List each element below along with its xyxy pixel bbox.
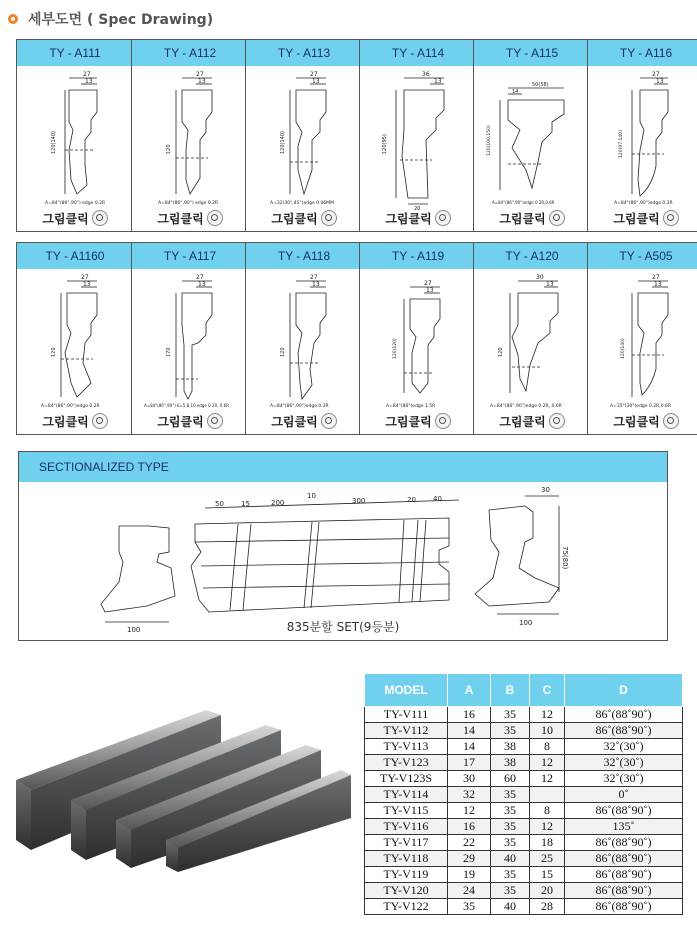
angle-note: A=84°(86°,90°)edge 0.2R [614, 201, 673, 206]
col-model: MODEL [365, 674, 448, 707]
card-title: TY - A1160 [17, 243, 133, 269]
zoom-button[interactable]: 그림클릭 [132, 413, 248, 430]
punch-drawing [136, 273, 244, 413]
dim-top: 27 [196, 71, 204, 78]
section-title: 세부도면 ( Spec Drawing) [28, 12, 214, 28]
col-c: C [530, 674, 565, 707]
table-row [365, 739, 683, 755]
table-cell: 32 [448, 787, 491, 803]
dim-top: 36 [422, 71, 430, 78]
table-row [365, 867, 683, 883]
table-cell: 12 [530, 707, 565, 723]
table-row [365, 835, 683, 851]
magnifier-icon [549, 210, 565, 226]
magnifier-icon [92, 210, 108, 226]
table-cell: 35 [491, 867, 530, 883]
dim-mid: 13 [312, 78, 320, 85]
dim-top: 27 [310, 274, 318, 281]
table-cell: 38 [491, 739, 530, 755]
dim-top: 27 [424, 280, 432, 287]
dim-height: 120 [51, 347, 57, 357]
table-cell: 14 [448, 723, 491, 739]
magnifier-icon [321, 210, 337, 226]
table-cell: 19 [448, 867, 491, 883]
zoom-button[interactable]: 그림클릭 [360, 210, 476, 227]
table-row [365, 851, 683, 867]
table-cell: 24 [448, 883, 491, 899]
dim-top: 27 [196, 274, 204, 281]
zoom-button[interactable]: 그림클릭 [246, 210, 362, 227]
col-b: B [491, 674, 530, 707]
dim-height: 120(140) [51, 131, 57, 154]
dim-top: 27 [652, 71, 660, 78]
table-cell: 35 [491, 723, 530, 739]
punch-drawing [21, 70, 129, 210]
dim-top: 30 [536, 274, 544, 281]
table-cell: 28 [530, 899, 565, 915]
zoom-button[interactable]: 그림클릭 [132, 210, 248, 227]
dim-mid: 13 [312, 281, 320, 288]
punch-drawing [478, 70, 586, 210]
table-cell: TY-V116 [365, 819, 448, 835]
drawing-card-a112[interactable] [131, 39, 249, 232]
table-cell: 86˚(88˚90˚) [565, 835, 683, 851]
angle-note: A=35°(30°)edge 0.2R,0.6R [610, 404, 671, 409]
dim-10: 10 [307, 492, 316, 500]
magnifier-icon [663, 210, 679, 226]
table-cell: 35 [491, 707, 530, 723]
table-cell: 40 [491, 851, 530, 867]
table-cell: 86˚(88˚90˚) [565, 803, 683, 819]
angle-note: A=32(30°,45°)edge 0.06MM [270, 201, 334, 206]
dim-height: 120(140) [280, 131, 286, 154]
magnifier-icon [435, 210, 451, 226]
card-title: TY - A113 [246, 40, 362, 66]
table-cell: TY-V112 [365, 723, 448, 739]
card-title: TY - A117 [132, 243, 248, 269]
magnifier-icon [92, 413, 108, 429]
drawing-card-a117[interactable] [131, 242, 249, 435]
zoom-button[interactable]: 그림클릭 [360, 413, 476, 430]
drawing-card-a114[interactable] [359, 39, 477, 232]
table-cell [530, 787, 565, 803]
table-cell: 35 [491, 787, 530, 803]
punch-drawing [592, 70, 697, 210]
punch-drawing [592, 273, 697, 413]
table-cell: 35 [491, 835, 530, 851]
table-cell: 16 [448, 819, 491, 835]
dim-top: 27 [81, 274, 89, 281]
dim-300: 300 [352, 497, 366, 505]
angle-note: A=84°(86°,90°) edge 0.2R [45, 201, 106, 206]
dim-50: 50 [215, 500, 224, 508]
table-cell: 15 [530, 867, 565, 883]
table-row [365, 803, 683, 819]
magnifier-icon [549, 413, 565, 429]
drawing-card-a505[interactable] [587, 242, 697, 435]
table-cell: 12 [448, 803, 491, 819]
table-cell: 32˚(30˚) [565, 771, 683, 787]
card-title: TY - A505 [588, 243, 697, 269]
table-row [365, 755, 683, 771]
punch-drawing [364, 273, 472, 413]
table-cell: TY-V120 [365, 883, 448, 899]
punch-drawing [21, 273, 129, 413]
col-a: A [448, 674, 491, 707]
table-row [365, 771, 683, 787]
card-title: TY - A116 [588, 40, 697, 66]
table-cell: 12 [530, 755, 565, 771]
sectionalized-panel [18, 451, 668, 641]
dim-height: 120 [280, 347, 286, 357]
table-cell: 86˚(88˚90˚) [565, 883, 683, 899]
table-cell: 20 [530, 883, 565, 899]
table-row [365, 707, 683, 723]
drawing-card-a115[interactable] [473, 39, 591, 232]
dim-15: 15 [241, 500, 250, 508]
dim-right-bottom: 100 [519, 619, 533, 627]
table-cell: 60 [491, 771, 530, 787]
table-cell: TY-V122 [365, 899, 448, 915]
table-cell: 8 [530, 803, 565, 819]
dim-mid: 13 [85, 78, 93, 85]
table-cell: TY-V114 [365, 787, 448, 803]
table-cell: 32˚(30˚) [565, 755, 683, 771]
dim-mid: 13 [426, 287, 434, 294]
sectionalized-drawing [19, 482, 667, 640]
table-row [365, 899, 683, 915]
punch-drawing [136, 70, 244, 210]
table-cell: 35 [448, 899, 491, 915]
table-cell: TY-V113 [365, 739, 448, 755]
product-photo [6, 690, 356, 875]
angle-note: A=84°(86°,90°)edge 0.2R [41, 404, 100, 409]
punch-drawing [250, 273, 358, 413]
dim-bottom: 20 [414, 206, 421, 210]
table-cell: TY-V118 [365, 851, 448, 867]
dim-right-height: 75(80) [561, 546, 569, 570]
card-title: TY - A120 [474, 243, 590, 269]
dim-right-top: 30 [541, 486, 550, 494]
zoom-button[interactable]: 그림클릭 [17, 413, 133, 430]
table-cell: 86˚(88˚90˚) [565, 867, 683, 883]
drawing-card-a120[interactable] [473, 242, 591, 435]
card-title: TY - A115 [474, 40, 590, 66]
magnifier-icon [663, 413, 679, 429]
card-title: TY - A119 [360, 243, 476, 269]
card-title: TY - A114 [360, 40, 476, 66]
zoom-button[interactable]: 그림클릭 [474, 210, 590, 227]
magnifier-icon [435, 413, 451, 429]
table-cell: 86˚(88˚90˚) [565, 707, 683, 723]
table-cell: 35 [491, 819, 530, 835]
table-cell: 12 [530, 771, 565, 787]
table-cell: TY-V111 [365, 707, 448, 723]
punch-drawing [250, 70, 358, 210]
dim-height: 120 [498, 347, 504, 357]
table-cell: 35 [491, 803, 530, 819]
dim-20: 20 [407, 496, 416, 504]
table-cell: 25 [530, 851, 565, 867]
drawing-card-a119[interactable] [359, 242, 477, 435]
sectionalized-title: SECTIONALIZED TYPE [19, 452, 667, 482]
table-cell: TY-V123 [365, 755, 448, 771]
drawing-card-a116[interactable] [587, 39, 697, 232]
zoom-button[interactable]: 그림클릭 [588, 413, 697, 430]
drawing-card-a111[interactable] [16, 39, 134, 232]
drawing-card-a118[interactable] [245, 242, 363, 435]
dim-mid: 13 [546, 281, 554, 288]
dim-40: 40 [433, 495, 442, 503]
table-cell: TY-V123S [365, 771, 448, 787]
table-cell: 32˚(30˚) [565, 739, 683, 755]
zoom-button[interactable]: 그림클릭 [17, 210, 133, 227]
dim-mid: 13 [656, 78, 664, 85]
table-cell: 86˚(88˚90˚) [565, 723, 683, 739]
table-cell: 8 [530, 739, 565, 755]
dim-height: 120(120) [393, 338, 398, 359]
card-title: TY - A111 [17, 40, 133, 66]
dim-height: 120(97.140) [619, 130, 624, 158]
sectionalized-caption: 835분할 SET(9등분) [286, 620, 400, 634]
card-title: TY - A112 [132, 40, 248, 66]
dim-height: 120 [166, 144, 172, 154]
angle-note: A=84°(86°,90°)edge 0.2R,0.6R [492, 200, 555, 205]
dim-mid: 13 [434, 78, 442, 85]
angle-note: A=84°(86°,90°)edge 0.2R, 0.6R [490, 404, 562, 409]
table-cell: 14 [448, 739, 491, 755]
table-cell: TY-V115 [365, 803, 448, 819]
card-title: TY - A118 [246, 243, 362, 269]
circle-bullet-icon [8, 14, 18, 24]
table-cell: 40 [491, 899, 530, 915]
magnifier-icon [207, 413, 223, 429]
dim-top: 50(58) [532, 82, 549, 88]
drawing-card-a1160[interactable] [16, 242, 134, 435]
spec-table [364, 673, 683, 915]
dim-200: 200 [271, 499, 285, 507]
dim-height: 120(140) [621, 338, 626, 359]
table-cell: 12 [530, 819, 565, 835]
dim-top: 27 [652, 274, 660, 281]
dim-top: 27 [310, 71, 318, 78]
section-header [8, 8, 213, 30]
table-cell: 16 [448, 707, 491, 723]
dim-mid: 13 [198, 281, 206, 288]
magnifier-icon [321, 413, 337, 429]
dim-left-bottom: 100 [127, 626, 141, 634]
table-cell: 10 [530, 723, 565, 739]
dim-top: 27 [83, 71, 91, 78]
table-row [365, 883, 683, 899]
punch-drawing [478, 273, 586, 413]
dim-height: 170 [166, 347, 172, 357]
table-cell: 30 [448, 771, 491, 787]
dim-mid: 13 [83, 281, 91, 288]
table-row [365, 723, 683, 739]
table-cell: 38 [491, 755, 530, 771]
dim-mid: 13 [198, 78, 206, 85]
angle-note: A=84°(86°,90°) edge 0.2R [158, 201, 219, 206]
angle-note: A=84°(86°,90°)edge 0.2R [270, 404, 329, 409]
table-cell: TY-V117 [365, 835, 448, 851]
dim-height: 120(100,150) [487, 125, 492, 156]
table-cell: 22 [448, 835, 491, 851]
angle-note: A=84°(86°)edge 1.5R [386, 404, 436, 409]
punch-drawing [364, 70, 472, 210]
zoom-button[interactable]: 그림클릭 [474, 413, 590, 430]
table-cell: 29 [448, 851, 491, 867]
dim-height: 120(95) [382, 134, 388, 154]
table-header-row [365, 674, 683, 707]
table-cell: 0˚ [565, 787, 683, 803]
table-cell: 35 [491, 883, 530, 899]
table-cell: 17 [448, 755, 491, 771]
drawing-card-a113[interactable] [245, 39, 363, 232]
zoom-button[interactable]: 그림클릭 [588, 210, 697, 227]
dim-mid: 13 [654, 281, 662, 288]
table-cell: 86˚(88˚90˚) [565, 899, 683, 915]
col-d: D [565, 674, 683, 707]
zoom-button[interactable]: 그림클릭 [246, 413, 362, 430]
dim-mid: 14 [512, 89, 519, 95]
magnifier-icon [207, 210, 223, 226]
table-cell: 86˚(88˚90˚) [565, 851, 683, 867]
table-row [365, 819, 683, 835]
table-cell: 18 [530, 835, 565, 851]
table-cell: 135˚ [565, 819, 683, 835]
table-row [365, 787, 683, 803]
angle-note: A=84°(86°,90°) E=5,8,10 edge 0.2R, 0.6R [144, 403, 229, 408]
table-cell: TY-V119 [365, 867, 448, 883]
